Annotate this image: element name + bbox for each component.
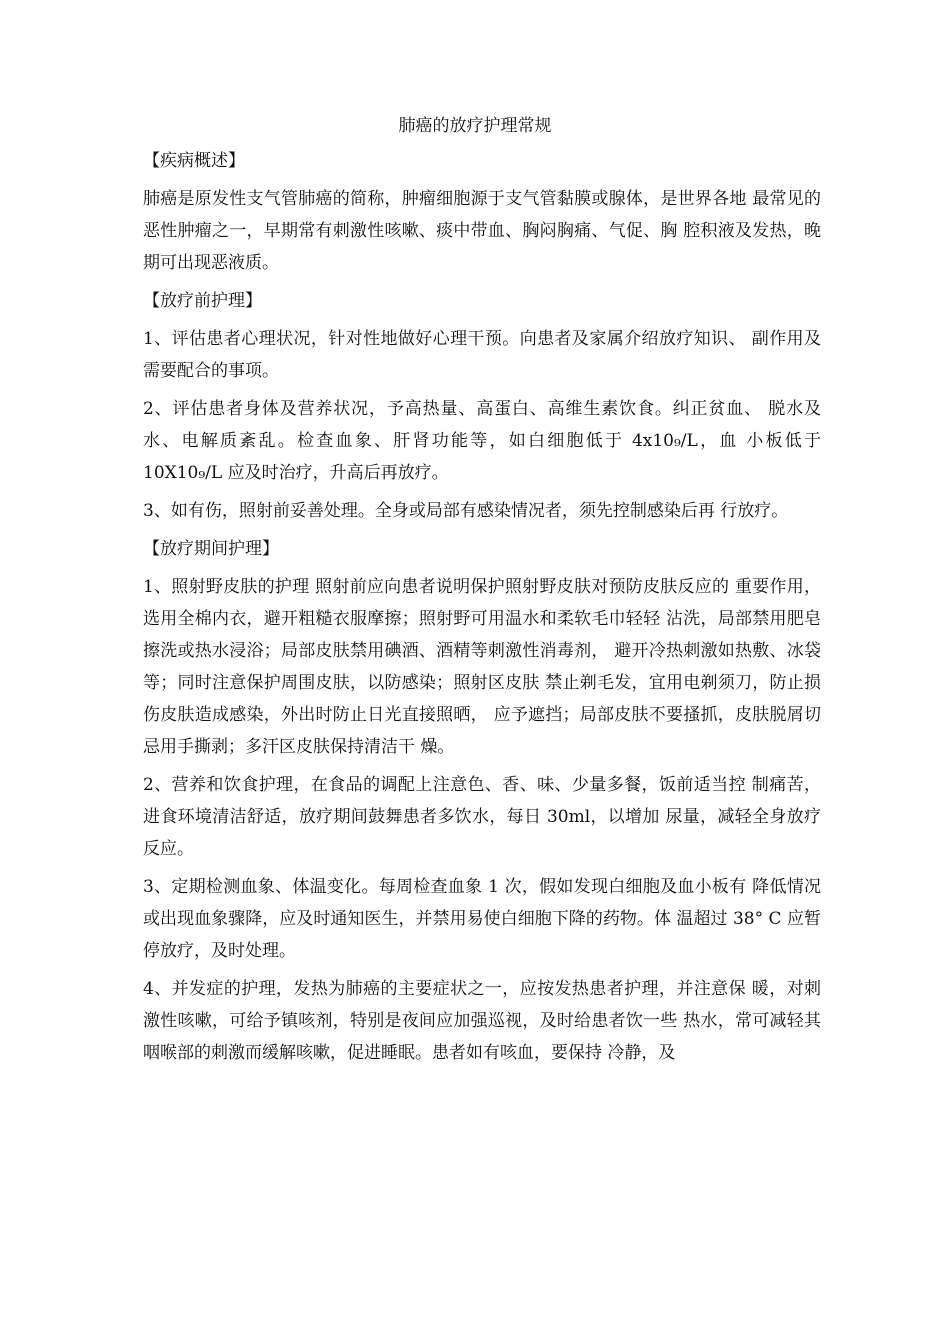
- paragraph: 1、评估患者心理状况，针对性地做好心理干预。向患者及家属介绍放疗知识、 副作用及需要配合的事项。: [143, 329, 821, 381]
- paragraph: 4、并发症的护理，发热为肺癌的主要症状之一，应按发热患者护理，并注意保 暖，对刺激性咳嗽，可给予镇咳剂，特别是夜间应加强巡视，及时给患者饮一些 热水，常可减轻其咽喉部的刺激而缓解咳嗽，促进睡眠。患者如有咳血，要保持 冷静，及: [143, 979, 821, 1063]
- document-title: 肺癌的放疗护理常规: [398, 116, 552, 136]
- section-heading: 【放疗期间护理】: [143, 539, 279, 559]
- section-pre-radiotherapy: [143, 285, 821, 527]
- paragraph: 肺癌是原发性支气管肺癌的简称，肿瘤细胞源于支气管黏膜或腺体，是世界各地 最常见的恶性肿瘤之一，早期常有刺激性咳嗽、痰中带血、胸闷胸痛、气促、胸 腔积液及发热，晚期可出现恶液质。: [143, 189, 821, 273]
- paragraph: 2、营养和饮食护理，在食品的调配上注意色、香、味、少量多餐，饭前适当控 制痛苦，进食环境清洁舒适，放疗期间鼓舞患者多饮水，每日 30ml，以增加 尿量，减轻全身放疗反应。: [143, 775, 821, 859]
- paragraph: 3、定期检测血象、体温变化。每周检查血象 1 次，假如发现白细胞及血小板有 降低情况或出现血象骤降，应及时通知医生，并禁用易使白细胞下降的药物。体 温超过 38° C 应暂停放疗，及时处理。: [143, 877, 821, 961]
- paragraph: 2、评估患者身体及营养状况，予高热量、高蛋白、高维生素饮食。纠正贫血、 脱水及水、电解质紊乱。检查血象、肝肾功能等，如白细胞低于 4x10₉/L，血 小板低于 10X10₉/L 应及时治疗，升高后再放疗。: [143, 399, 821, 483]
- paragraph: 3、如有伤，照射前妥善处理。全身或局部有感染情况者，须先控制感染后再 行放疗。: [143, 501, 789, 521]
- document-body: [143, 145, 821, 1075]
- section-during-radiotherapy: [143, 533, 821, 1069]
- paragraph: 1、照射野皮肤的护理 照射前应向患者说明保护照射野皮肤对预防皮肤反应的 重要作用，选用全棉内衣，避开粗糙衣服摩擦；照射野可用温水和柔软毛巾轻轻 沾洗，局部禁用肥皂擦洗或热水浸浴；局部皮肤禁用碘酒、酒精等刺激性消毒剂， 避开冷热刺激如热敷、冰袋等；同时注意保护周围皮肤，以防感染；照射区皮肤 禁止剃毛发，宜用电剃须刀，防止损伤皮肤造成感染，外出时防止日光直接照晒， 应予遮挡；局部皮肤不要搔抓，皮肤脱屑切忌用手撕剥；多汗区皮肤保持清洁干 燥。: [143, 577, 821, 757]
- section-heading: 【疾病概述】: [143, 151, 245, 171]
- section-overview: [143, 145, 821, 279]
- section-heading: 【放疗前护理】: [143, 291, 262, 311]
